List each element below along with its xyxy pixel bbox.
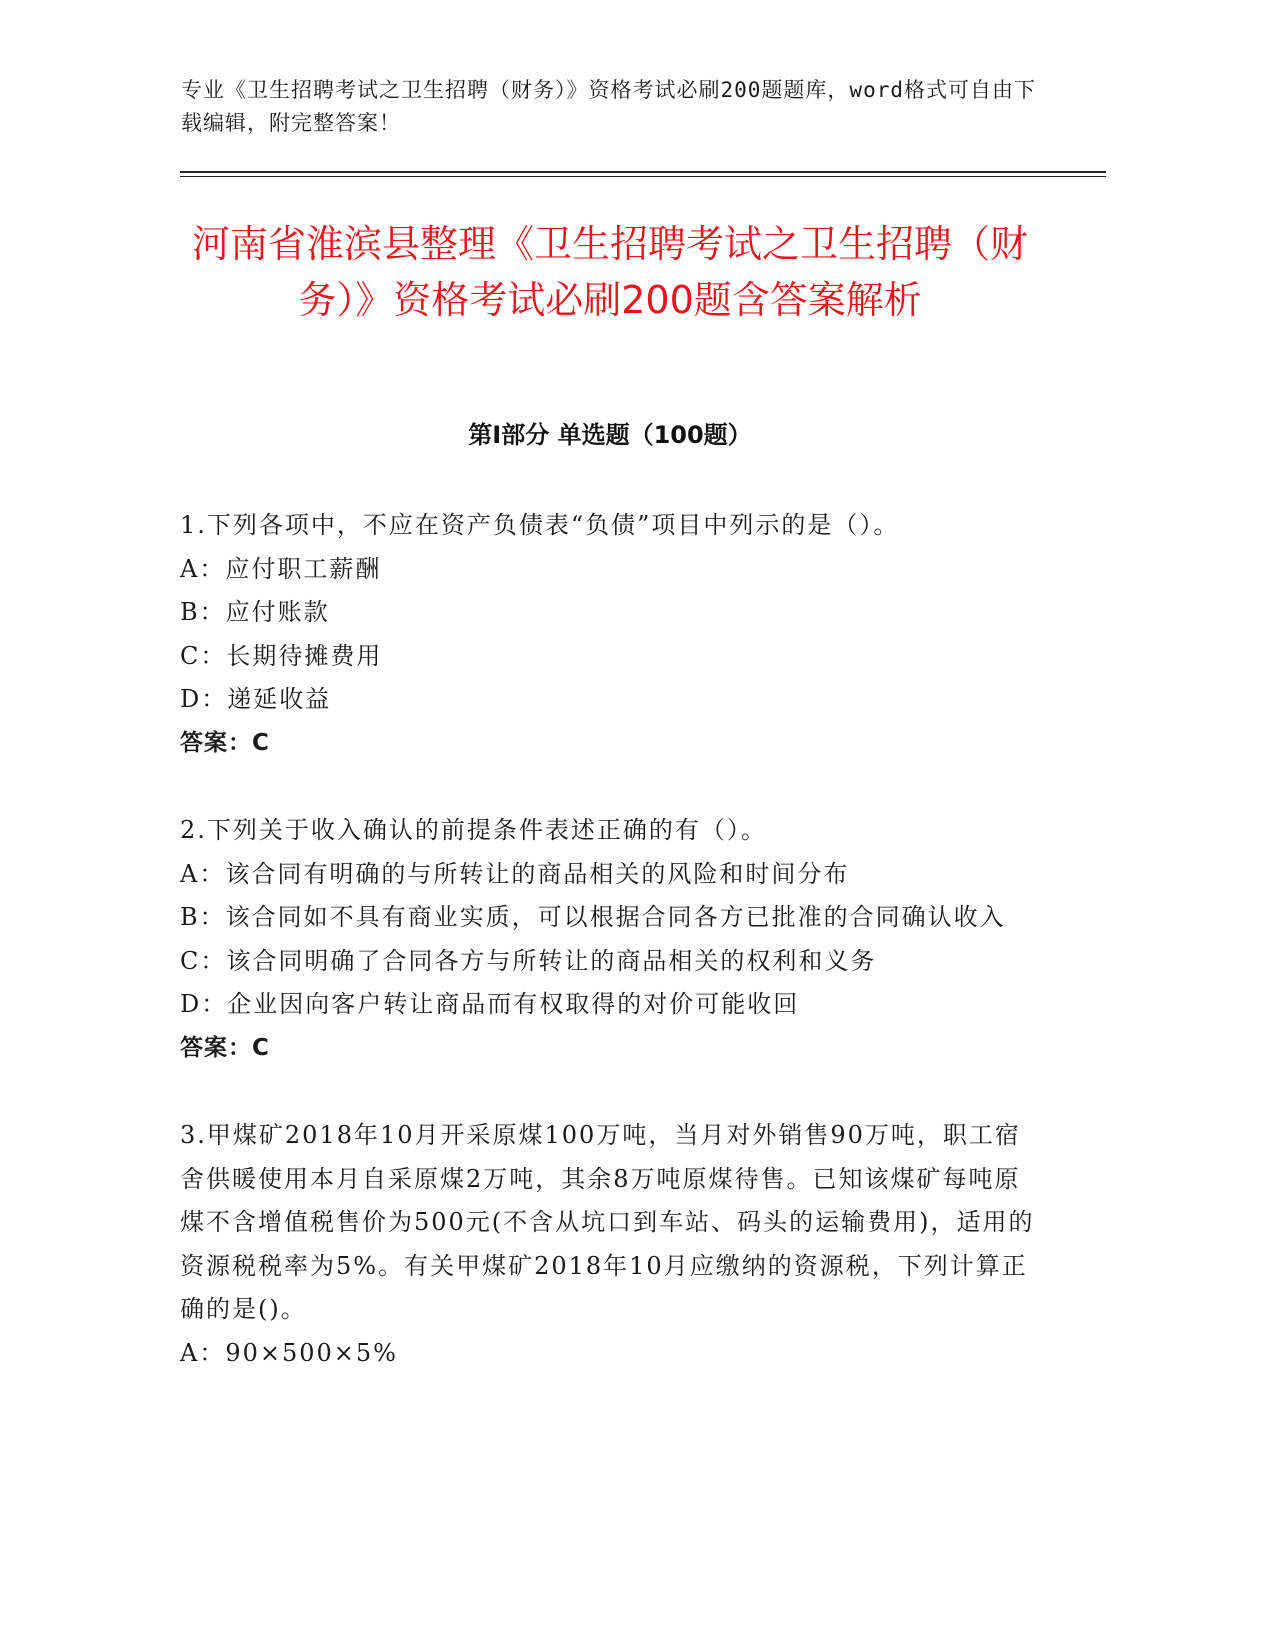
header-note: 专业《卫生招聘考试之卫生招聘（财务）》资格考试必刷200题题库，word格式可自由下载编辑，附完整答案！: [181, 78, 1036, 135]
option-d: D：递延收益: [180, 685, 332, 713]
question-2: [180, 809, 1040, 1070]
answer: 答案：C: [180, 729, 270, 756]
option-b: B：应付账款: [180, 598, 330, 626]
section-title: 第Ⅰ部分 单选题（100题）: [468, 421, 752, 449]
option-a: A：90×500×5%: [180, 1338, 398, 1367]
question-3: [180, 1114, 1040, 1375]
option-d: D：企业因向客户转让商品而有权取得的对价可能收回: [180, 990, 800, 1018]
question-list: [180, 504, 1040, 1419]
header-rule-thick: [180, 171, 1106, 173]
header-rule-thin: [180, 176, 1106, 177]
question-stem: 1.下列各项中，不应在资产负债表“负债”项目中列示的是（）。: [180, 511, 900, 539]
document-title: 河南省淮滨县整理《卫生招聘考试之卫生招聘（财务）》资格考试必刷200题含答案解析: [191, 222, 1028, 322]
question-stem: 3.甲煤矿2018年10月开采原煤100万吨，当月对外销售90万吨，职工宿舍供暖使用本月自采原煤2万吨，其余8万吨原煤待售。已知该煤矿每吨原煤不含增值税售价为500元(不含从坑口到车站、码头的运输费用)，适用的资源税税率为5%。有关甲煤矿2018年10月应缴纳的资源税，下列计算正确的是()。: [180, 1121, 1035, 1323]
question-1: [180, 504, 1040, 765]
option-c: C：该合同明确了合同各方与所转让的商品相关的权利和义务: [180, 946, 877, 975]
answer: 答案：C: [180, 1034, 270, 1061]
option-c: C：长期待摊费用: [180, 641, 383, 670]
option-b: B：该合同如不具有商业实质，可以根据合同各方已批准的合同确认收入: [180, 903, 1006, 931]
option-a: A：该合同有明确的与所转让的商品相关的风险和时间分布: [180, 859, 850, 888]
question-stem: 2.下列关于收入确认的前提条件表述正确的有（）。: [180, 816, 767, 844]
option-a: A：应付职工薪酬: [180, 554, 382, 583]
